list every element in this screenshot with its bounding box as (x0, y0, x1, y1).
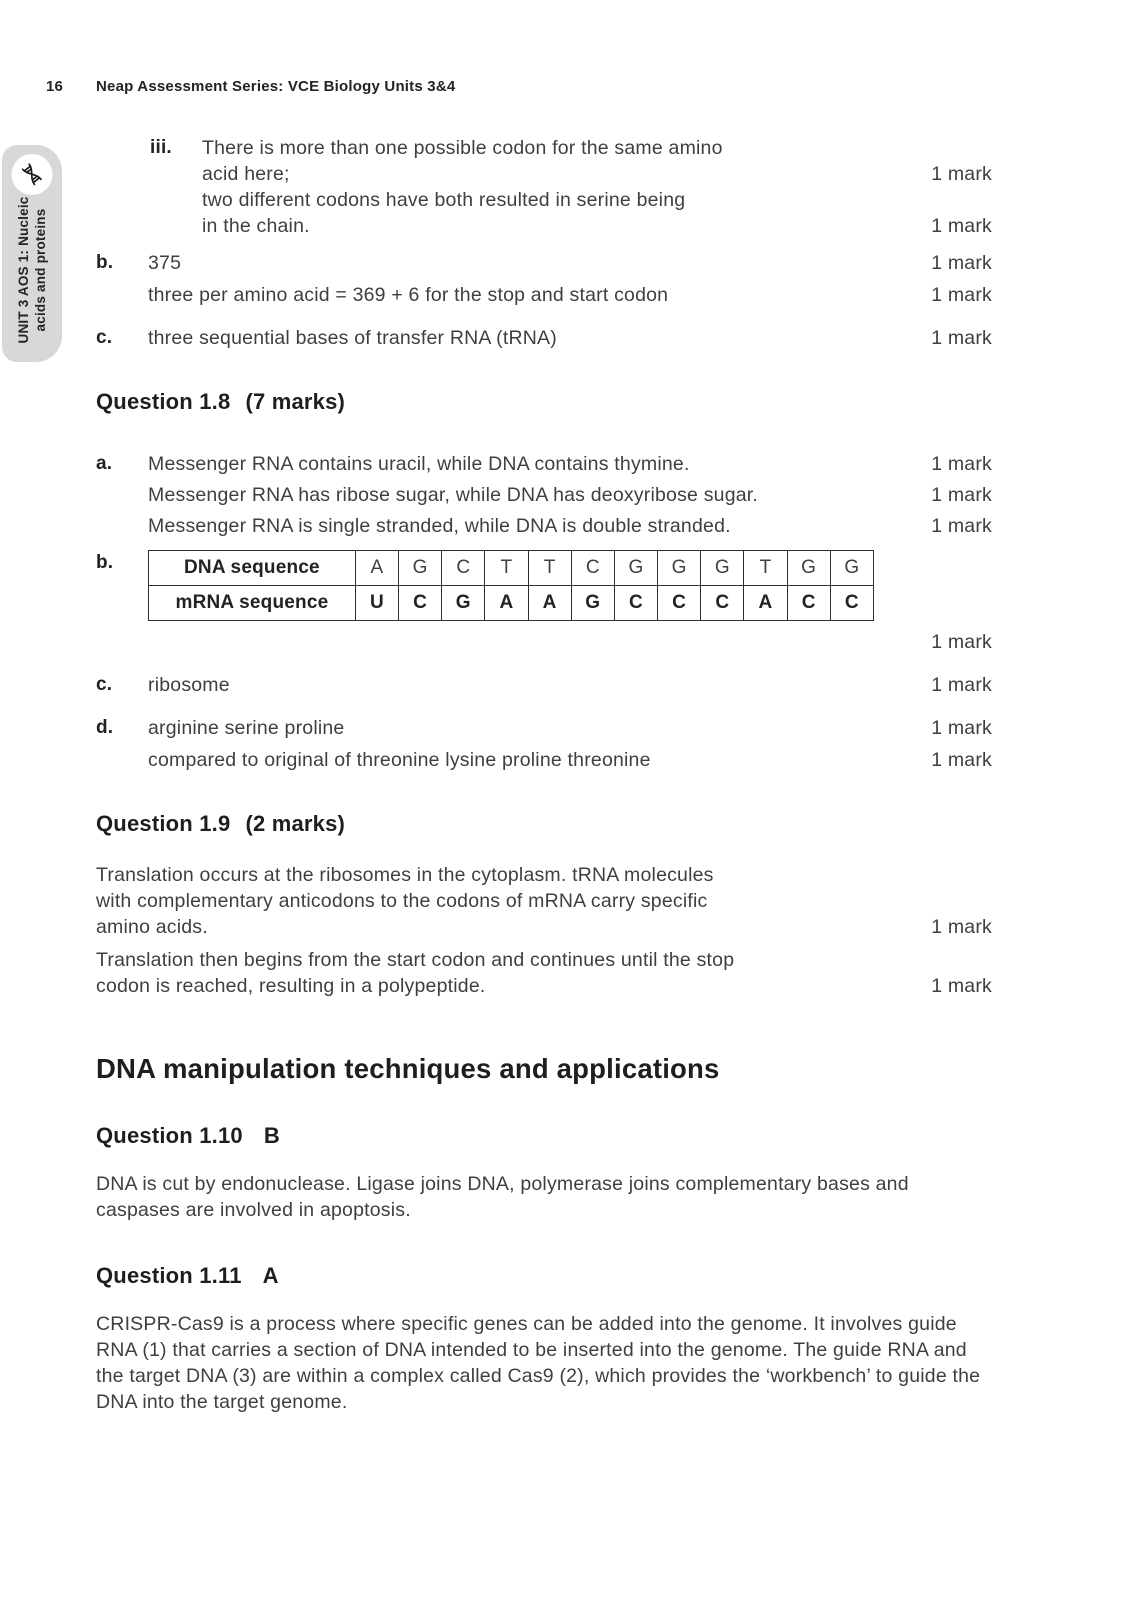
unit-tab (2, 145, 62, 362)
answer-text: three sequential bases of transfer RNA (tRNA) (148, 327, 557, 349)
unit-tab-icon-circle (12, 154, 53, 195)
item-label: b. (96, 552, 114, 573)
answer-line (202, 135, 992, 161)
mrna-base-cell: C (787, 586, 830, 621)
mark-label: 1 mark (931, 163, 992, 185)
dna-base-cell: T (485, 551, 528, 586)
mrna-sequence-label: mRNA sequence (149, 586, 356, 621)
item-label: a. (96, 453, 113, 474)
mrna-base-cell: G (571, 586, 614, 621)
mrna-base-cell: C (658, 586, 701, 621)
answer-text: 375 (148, 252, 182, 274)
question-1-10-explanation: DNA is cut by endonuclease. Ligase joins DNA, polymerase joins complementary bases and caspases are involved in apoptosis. (96, 1173, 909, 1221)
dna-sequence-row (149, 551, 874, 586)
answer-line (148, 672, 992, 698)
dna-base-cell: G (614, 551, 657, 586)
answer-item-iii (96, 135, 992, 239)
answer-line (148, 282, 992, 308)
item-label: d. (96, 717, 114, 738)
mark-label: 1 mark (931, 674, 992, 696)
mrna-sequence-row (149, 586, 874, 621)
answer-text: Messenger RNA is single stranded, while DNA is double stranded. (148, 515, 731, 537)
question-1-11-title: Question 1.11 (96, 1263, 242, 1288)
answer-line (148, 451, 992, 477)
answer-text: with complementary anticodons to the codons of mRNA carry specific (96, 890, 708, 912)
mark-label: 1 mark (931, 215, 992, 237)
answer-text: There is more than one possible codon for the same amino (202, 137, 723, 159)
answer-text: codon is reached, resulting in a polypeptide. (96, 975, 486, 997)
mark-label: 1 mark (931, 975, 992, 997)
answer-line (148, 325, 992, 351)
question-1-8-marks: (7 marks) (245, 389, 346, 414)
question-1-8-title: Question 1.8 (96, 389, 231, 414)
mrna-base-cell: A (485, 586, 528, 621)
mark-label: 1 mark (931, 749, 992, 771)
answer-line (148, 747, 992, 773)
question-1-11-explanation: CRISPR-Cas9 is a process where specific genes can be added into the genome. It involves guide RNA (1) that carries a section of DNA intended to be inserted into the genome. The guide RNA and the target DNA (3) are within a complex called Cas9 (2), which provides the ‘workbench’ to guide the DNA into the target genome. (96, 1313, 981, 1413)
answer-line (148, 482, 992, 508)
answer-item-c (96, 325, 992, 351)
dna-base-cell: G (701, 551, 744, 586)
dna-base-cell: G (658, 551, 701, 586)
question-1-10-title: Question 1.10 (96, 1123, 243, 1148)
answer-line (96, 914, 992, 940)
question-1-10-answer: B (263, 1123, 280, 1148)
dna-base-cell: G (787, 551, 830, 586)
answer-text: acid here; (202, 163, 290, 185)
mrna-base-cell: C (399, 586, 442, 621)
dna-base-cell: C (442, 551, 485, 586)
mrna-base-cell: C (614, 586, 657, 621)
mrna-base-cell: G (442, 586, 485, 621)
mark-label: 1 mark (931, 631, 992, 653)
answer-text: Messenger RNA has ribose sugar, while DNA has deoxyribose sugar. (148, 484, 759, 506)
item-label: c. (96, 674, 113, 695)
answer-text: Translation occurs at the ribosomes in the cytoplasm. tRNA molecules (96, 864, 714, 886)
answer-line (202, 161, 992, 187)
dna-helix-icon (14, 157, 49, 192)
answer-line (96, 973, 992, 999)
dna-base-cell: C (571, 551, 614, 586)
answer-item-1-8-a (96, 451, 992, 539)
answer-text: Messenger RNA contains uracil, while DNA contains thymine. (148, 453, 690, 475)
mark-label: 1 mark (931, 916, 992, 938)
answer-line (96, 947, 992, 973)
question-1-9-heading (96, 810, 992, 838)
mrna-base-cell: A (744, 586, 787, 621)
unit-tab-label-line2: acids and proteins (33, 208, 48, 331)
book-title: Neap Assessment Series: VCE Biology Units 3&4 (96, 78, 456, 95)
answer-item-1-8-d (96, 715, 992, 773)
mrna-base-cell: C (830, 586, 873, 621)
section-heading-dna-manipulation: DNA manipulation techniques and applications (96, 1053, 720, 1084)
answer-line (96, 862, 992, 888)
mrna-base-cell: A (528, 586, 571, 621)
mark-label: 1 mark (931, 717, 992, 739)
answer-line (148, 513, 992, 539)
answer-text: compared to original of threonine lysine proline threonine (148, 749, 651, 771)
answer-text: amino acids. (96, 916, 208, 938)
table-mark-row (96, 629, 992, 655)
answer-line (202, 187, 992, 213)
answer-line (96, 888, 992, 914)
answer-line (202, 213, 992, 239)
item-label: c. (96, 327, 113, 348)
mrna-base-cell: U (355, 586, 398, 621)
question-1-9-title: Question 1.9 (96, 811, 231, 836)
unit-tab-label-line1: UNIT 3 AOS 1: Nucleic (16, 196, 31, 343)
page-number: 16 (46, 78, 64, 95)
mark-label: 1 mark (931, 515, 992, 537)
question-1-11-answer: A (262, 1263, 279, 1288)
mrna-base-cell: C (701, 586, 744, 621)
mark-label: 1 mark (931, 484, 992, 506)
mark-label: 1 mark (931, 327, 992, 349)
dna-base-cell: A (355, 551, 398, 586)
answer-text: two different codons have both resulted in serine being (202, 189, 686, 211)
answer-item-1-8-c (96, 672, 992, 698)
sequence-table (148, 550, 874, 621)
question-1-11-heading (96, 1262, 992, 1290)
mark-label: 1 mark (931, 284, 992, 306)
answer-text: in the chain. (202, 215, 310, 237)
mark-label: 1 mark (931, 453, 992, 475)
dna-base-cell: T (744, 551, 787, 586)
unit-tab-label (15, 196, 49, 343)
dna-sequence-label: DNA sequence (149, 551, 356, 586)
dna-base-cell: G (399, 551, 442, 586)
page-content (96, 0, 992, 1415)
answer-item-b (96, 250, 992, 308)
question-1-9-paragraph-2 (96, 947, 992, 999)
question-1-9-marks: (2 marks) (245, 811, 346, 836)
item-label: b. (96, 252, 114, 273)
answer-text: Translation then begins from the start codon and continues until the stop (96, 949, 735, 971)
answer-text: arginine serine proline (148, 717, 345, 739)
answer-text: ribosome (148, 674, 230, 696)
question-1-10-heading (96, 1122, 992, 1150)
mark-label: 1 mark (931, 252, 992, 274)
item-label: iii. (150, 137, 172, 158)
answer-text: three per amino acid = 369 + 6 for the stop and start codon (148, 284, 669, 306)
dna-base-cell: T (528, 551, 571, 586)
question-1-8-heading (96, 388, 992, 416)
dna-base-cell: G (830, 551, 873, 586)
question-1-9-paragraph-1 (96, 862, 992, 940)
answer-line (148, 250, 992, 276)
answer-line (148, 715, 992, 741)
